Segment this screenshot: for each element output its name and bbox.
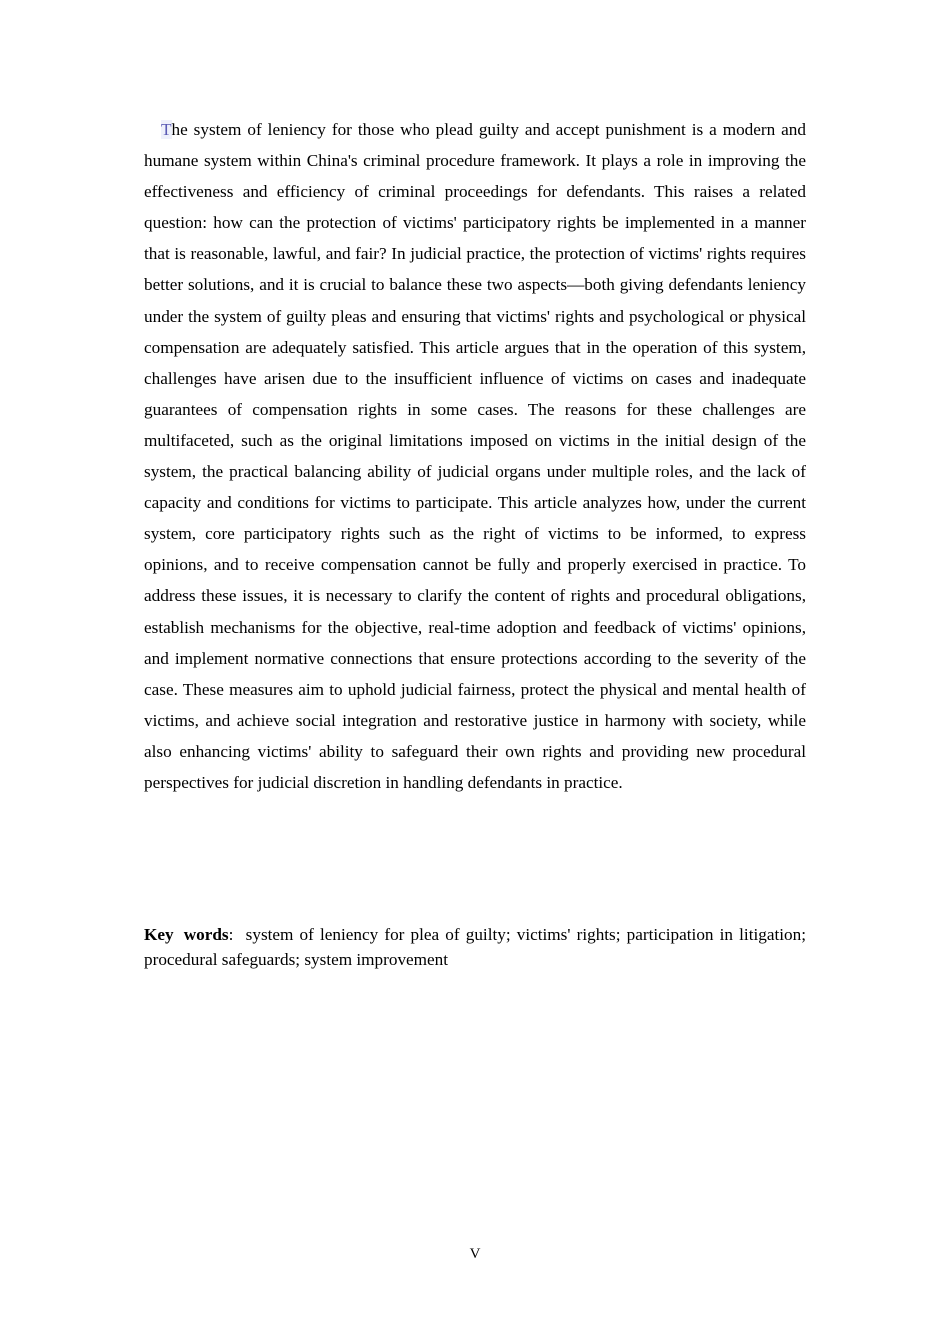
abstract-paragraph — [144, 114, 806, 798]
keywords-text: system of leniency for plea of guilty; victims' rights; participation in litigation; procedural safeguards; system improvement — [144, 925, 806, 969]
keywords-paragraph — [144, 922, 806, 972]
page-number: V — [469, 1246, 481, 1262]
keywords-label: Key words — [144, 925, 229, 944]
keywords-separator: : — [228, 925, 234, 944]
abstract-text: he system of leniency for those who plead guilty and accept punishment is a modern and humane system within China's criminal procedure framework. It plays a role in improving the effectiveness and efficiency of criminal proceedings for defendants. This raises a related question: how can the protection of victims' participatory rights be implemented in a manner that is reasonable, lawful, and fair? In judicial practice, the protection of victims' rights requires better solutions, and it is crucial to balance these two aspects—both giving defendants leniency under the system of guilty pleas and ensuring that victims' rights and psychological or physical compensation are adequately satisfied. This article argues that in the operation of this system, challenges have arisen due to the insufficient influence of victims on cases and inadequate guarantees of compensation rights in some cases. The reasons for these challenges are multifaceted, such as the original limitations imposed on victims in the initial design of the system, the practical balancing ability of judicial organs under multiple roles, and the lack of capacity and conditions for victims to participate. This article analyzes how, under the current system, core participatory rights such as the right of victims to be informed, to express opinions, and to receive compensation cannot be fully and properly exercised in practice. To address these issues, it is necessary to clarify the content of rights and procedural obligations, establish mechanisms for the objective, real-time adoption and feedback of victims' opinions, and implement normative connections that ensure protections according to the severity of the case. These measures aim to uphold judicial fairness, protect the physical and mental health of victims, and achieve social integration and restorative justice in harmony with society, while also enhancing victims' ability to safeguard their own rights and providing new procedural perspectives for judicial discretion in handling defendants in practice. — [144, 120, 806, 792]
abstract-first-letter: T — [161, 120, 172, 139]
